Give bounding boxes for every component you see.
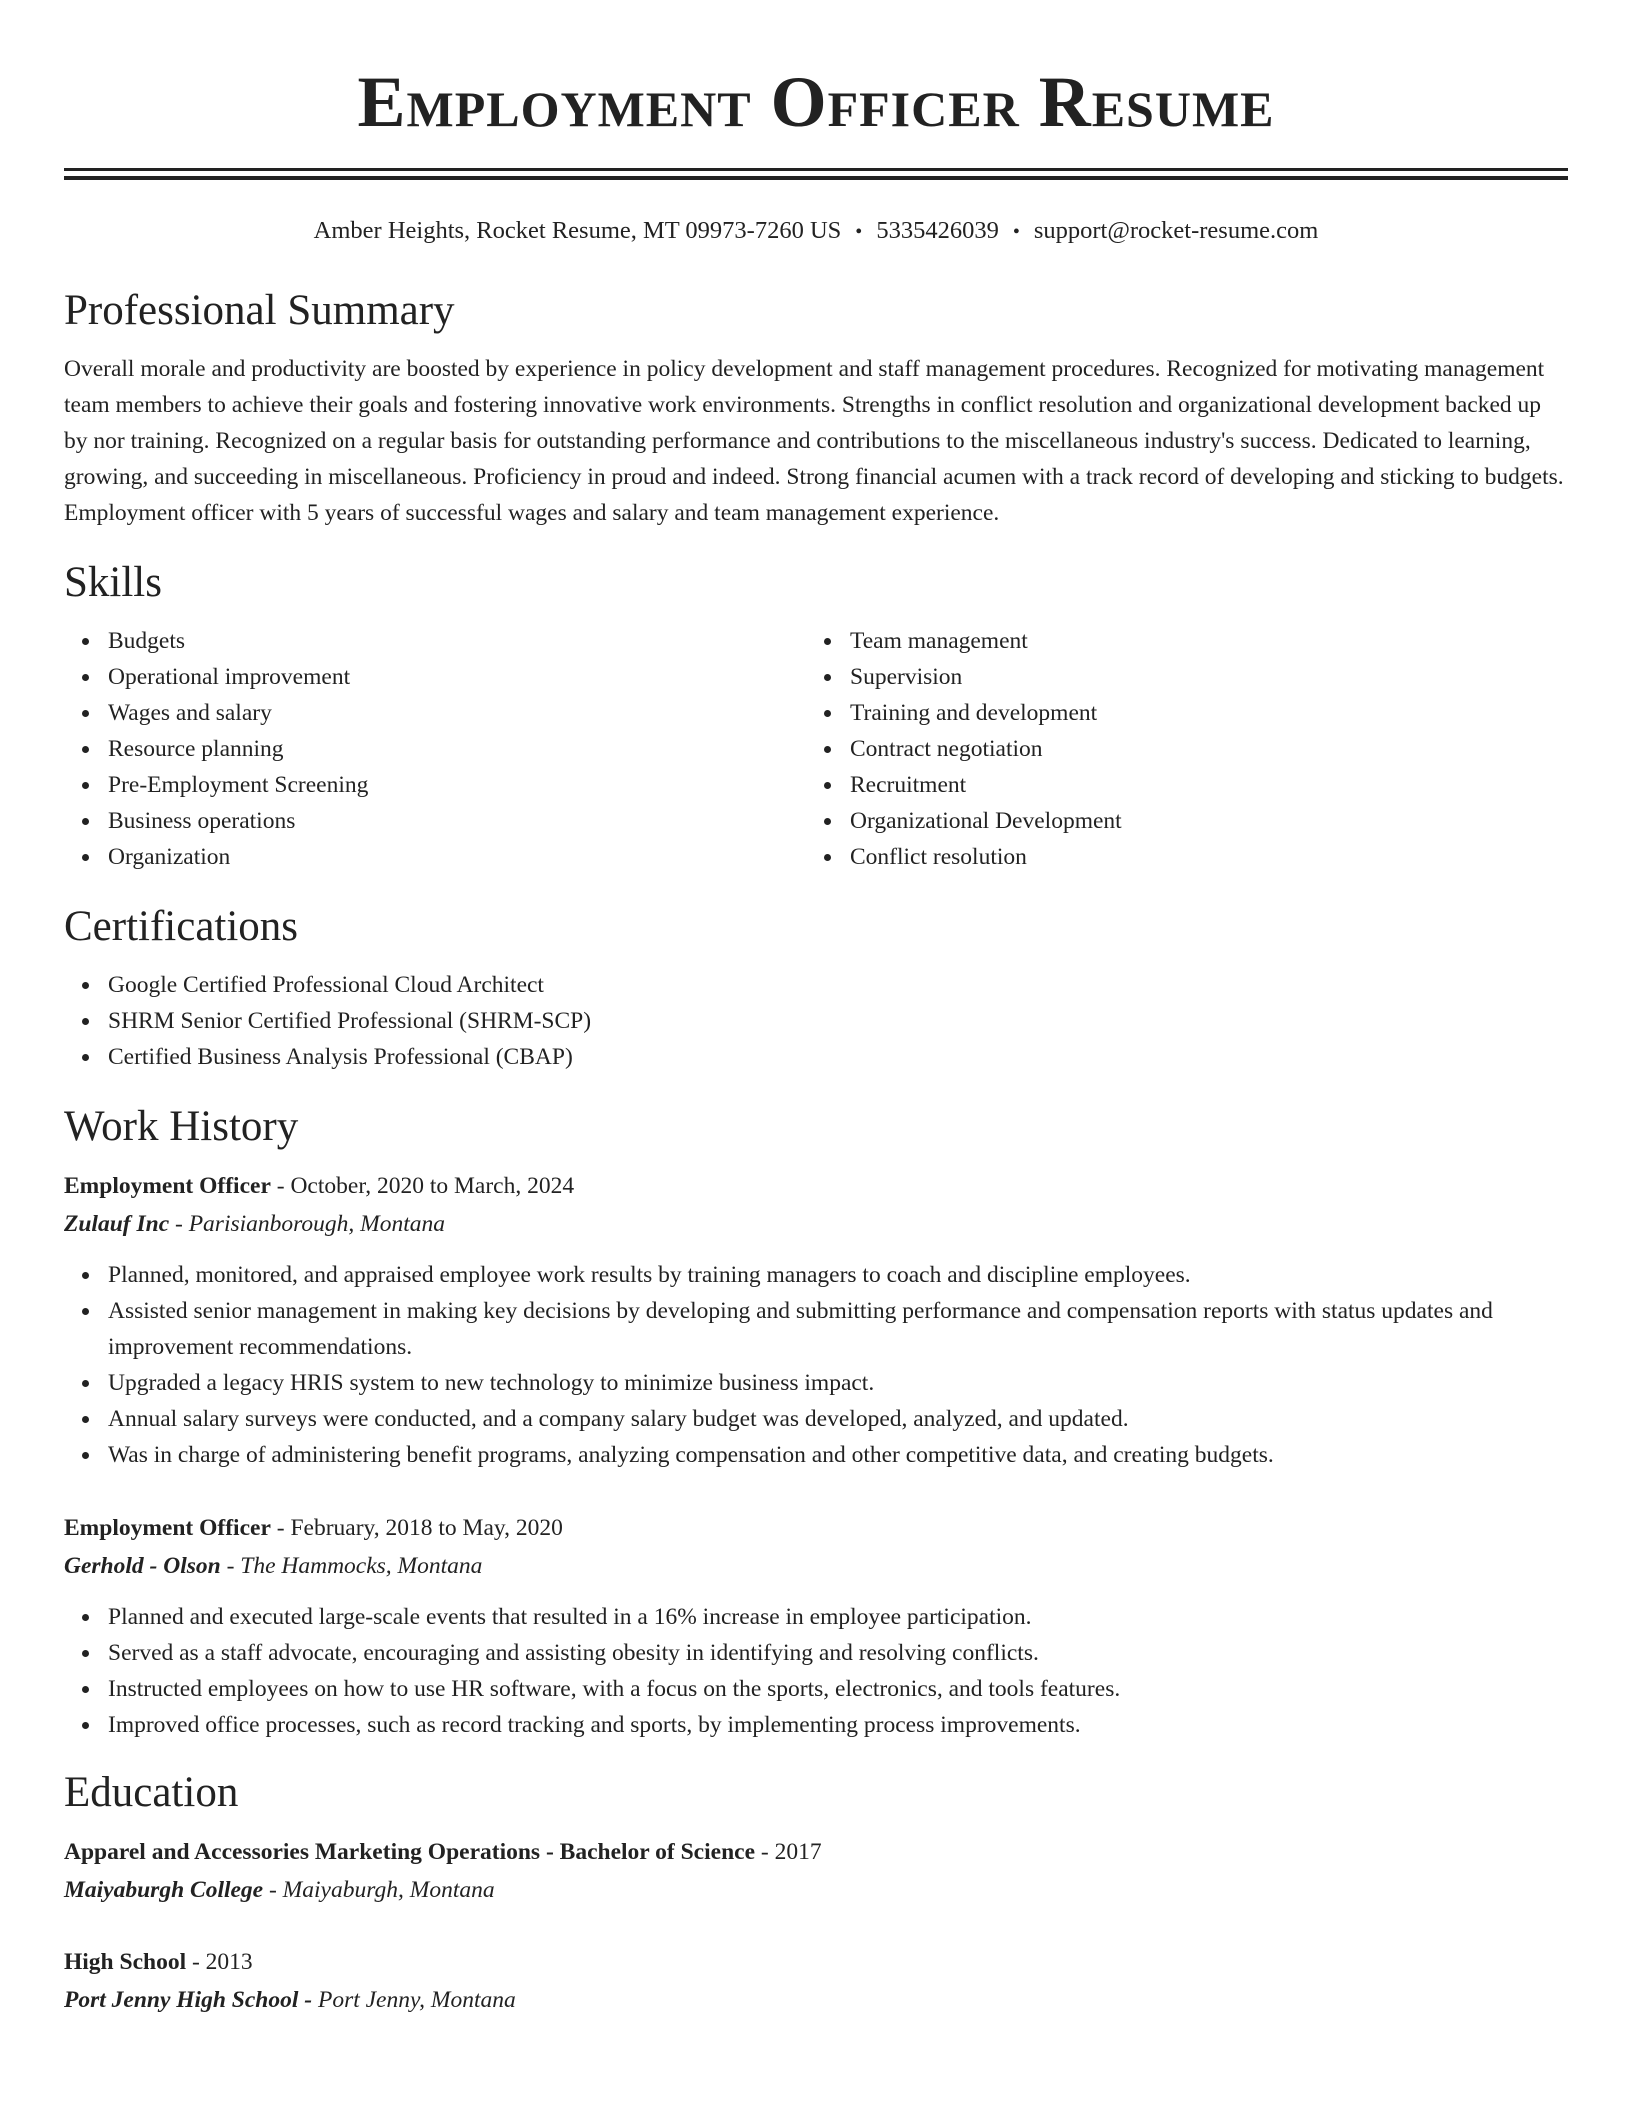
- contact-address: Amber Heights, Rocket Resume, MT 09973-7260 US: [313, 217, 842, 244]
- summary-heading: Professional Summary: [64, 287, 455, 334]
- job-title: Employment Officer: [64, 1515, 271, 1541]
- company-name: Zulauf Inc: [64, 1211, 170, 1237]
- skill-item: Wages and salary: [108, 695, 806, 731]
- skill-item: Organizational Development: [850, 803, 1548, 839]
- skills-columns: [64, 623, 1568, 875]
- company-location: - Parisianborough, Montana: [169, 1211, 446, 1237]
- skill-item: Training and development: [850, 695, 1548, 731]
- job-bullet: Improved office processes, such as record tracking and sports, by implementing process improvements.: [108, 1707, 1568, 1743]
- degree-name: Apparel and Accessories Marketing Operations - Bachelor of Science: [64, 1839, 756, 1865]
- skill-item: Resource planning: [108, 731, 806, 767]
- skill-item: Organization: [108, 839, 806, 875]
- summary-text: Overall morale and productivity are boosted by experience in policy development and staff management procedures. Recognized for motivating management team members to achieve their goals and fostering innovative work environments. Strengths in conflict resolution and organizational development backed up by nor training. Recognized on a regular basis for outstanding performance and contributions to the miscellaneous industry's success. Dedicated to learning, growing, and succeeding in miscellaneous. Proficiency in proud and indeed. Strong financial acumen with a track record of developing and sticking to budgets. Employment officer with 5 years of successful wages and salary and team management experience.: [64, 356, 1564, 526]
- education-entry: [64, 1943, 1568, 2019]
- degree-line: [64, 1833, 1568, 1871]
- job-bullets: [64, 1599, 1568, 1743]
- school-location: Port Jenny, Montana: [312, 1987, 516, 2013]
- certifications-heading: Certifications: [64, 903, 299, 950]
- job-dates: - October, 2020 to March, 2024: [270, 1173, 575, 1199]
- job-entry: [64, 1509, 1568, 1743]
- skill-item: Conflict resolution: [850, 839, 1548, 875]
- job-title-line: [64, 1509, 1568, 1547]
- education-section: [64, 1767, 1568, 2019]
- certification-item: SHRM Senior Certified Professional (SHRM-SCP): [108, 1003, 1568, 1039]
- degree-line: [64, 1943, 1568, 1981]
- contact-phone: 5335426039: [876, 217, 999, 244]
- skill-item: Team management: [850, 623, 1548, 659]
- skill-item: Recruitment: [850, 767, 1548, 803]
- job-bullet: Annual salary surveys were conducted, and a company salary budget was developed, analyzed, and updated.: [108, 1401, 1568, 1437]
- company-line: [64, 1205, 1568, 1243]
- school-name: Port Jenny High School -: [64, 1987, 313, 2013]
- work-history-heading: Work History: [64, 1103, 299, 1150]
- skill-item: Budgets: [108, 623, 806, 659]
- work-history-section: [64, 1101, 1568, 1743]
- degree-name: High School: [64, 1949, 187, 1975]
- job-bullet: Served as a staff advocate, encouraging and assisting obesity in identifying and resolving conflicts.: [108, 1635, 1568, 1671]
- skill-item: Pre-Employment Screening: [108, 767, 806, 803]
- job-bullet: Was in charge of administering benefit programs, analyzing compensation and other competitive data, and creating budgets.: [108, 1437, 1568, 1473]
- job-bullet: Planned, monitored, and appraised employee work results by training managers to coach and discipline employees.: [108, 1257, 1568, 1293]
- job-title: Employment Officer: [64, 1173, 271, 1199]
- skills-heading: Skills: [64, 559, 162, 606]
- skills-section: [64, 557, 1568, 875]
- job-bullet: Assisted senior management in making key decisions by developing and submitting performance and compensation reports with status updates and improvement recommendations.: [108, 1293, 1568, 1365]
- school-location: - Maiyaburgh, Montana: [263, 1877, 495, 1903]
- skills-list-left: [64, 623, 806, 875]
- school-name: Maiyaburgh College: [64, 1877, 264, 1903]
- graduation-year: - 2013: [186, 1949, 253, 1975]
- certification-item: Google Certified Professional Cloud Architect: [108, 967, 1568, 1003]
- school-line: [64, 1981, 1568, 2019]
- skill-item: Contract negotiation: [850, 731, 1548, 767]
- job-bullet: Instructed employees on how to use HR software, with a focus on the sports, electronics, and tools features.: [108, 1671, 1568, 1707]
- certification-item: Certified Business Analysis Professional (CBAP): [108, 1039, 1568, 1075]
- certifications-list: [64, 967, 1568, 1075]
- contact-separator: •: [855, 221, 863, 243]
- job-dates: - February, 2018 to May, 2020: [270, 1515, 563, 1541]
- resume-title: Employment Officer Resume: [357, 62, 1275, 142]
- school-line: [64, 1871, 1568, 1909]
- summary-section: [64, 285, 1568, 531]
- job-title-line: [64, 1167, 1568, 1205]
- job-bullets: [64, 1257, 1568, 1473]
- contact-separator: •: [1012, 221, 1020, 243]
- skills-list-right: [806, 623, 1548, 875]
- job-entry: [64, 1167, 1568, 1473]
- skill-item: Business operations: [108, 803, 806, 839]
- company-location: - The Hammocks, Montana: [220, 1553, 483, 1579]
- contact-email: support@rocket-resume.com: [1033, 217, 1319, 244]
- education-entry: [64, 1833, 1568, 1909]
- certifications-section: [64, 901, 1568, 1075]
- company-line: [64, 1547, 1568, 1585]
- title-divider-top: [64, 168, 1568, 171]
- graduation-year: - 2017: [755, 1839, 822, 1865]
- title-divider-bottom: [64, 176, 1568, 180]
- job-bullet: Planned and executed large-scale events that resulted in a 16% increase in employee participation.: [108, 1599, 1568, 1635]
- skill-item: Operational improvement: [108, 659, 806, 695]
- skill-item: Supervision: [850, 659, 1548, 695]
- contact-line: [64, 216, 1568, 247]
- education-heading: Education: [64, 1769, 239, 1816]
- company-name: Gerhold - Olson: [64, 1553, 221, 1579]
- job-bullet: Upgraded a legacy HRIS system to new technology to minimize business impact.: [108, 1365, 1568, 1401]
